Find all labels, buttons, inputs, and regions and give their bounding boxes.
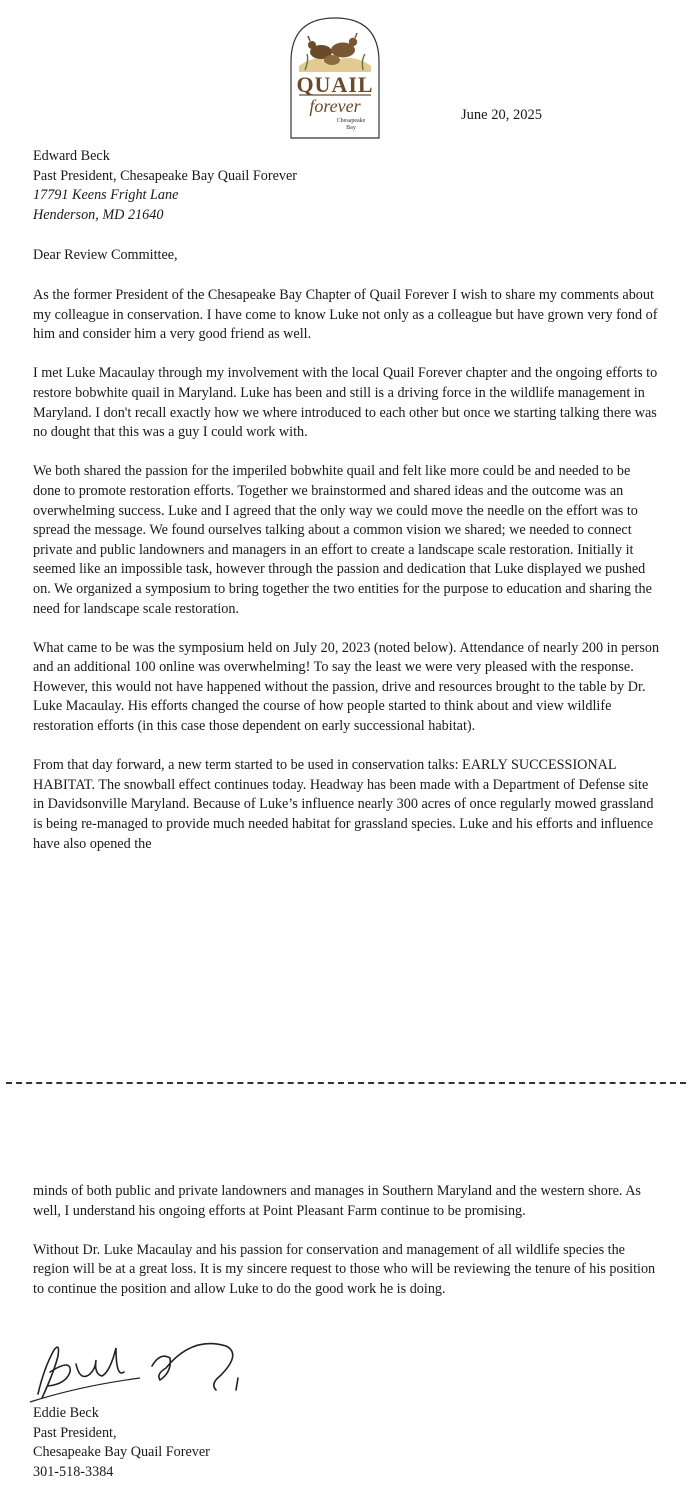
logo-wordmark-quail: QUAIL [296, 72, 374, 97]
closing-title: Past President, [33, 1424, 117, 1441]
quail-forever-logo [285, 14, 385, 140]
body-paragraph: We both shared the passion for the imperiled bobwhite quail and felt like more could be and needed to be done to promote restoration efforts. Together we brainstormed and shared ideas and the outcome was an overwhelming success. Luke and I agreed that the only way we could move the needle on the effort was to spread the message. We found ourselves talking about a common vision we shared; we needed to connect private and public landowners and managers in an effort to create a landscape scale restoration. Initially it seemed like an impossible task, however through the passion and dedication that Luke displayed we pushed on. We organized a symposium to bring together the two entities for the purpose to education and sharing the need for landscape scale restoration. [33, 463, 652, 617]
body-paragraph: Without Dr. Luke Macaulay and his passion for conservation and management of all wildlife species the region will be at a great loss. It is my sincere request to those who will be reviewing the tenure of his position to continue the position and allow Luke to do the good work he is doing. [33, 1241, 656, 1297]
closing-name: Eddie Beck [33, 1405, 99, 1421]
logo-chapter-name: Chesapeake [336, 118, 366, 124]
body-paragraph: I met Luke Macaulay through my involvement with the local Quail Forever chapter and the ongoing efforts to restore bobwhite quail in Maryland. Luke has been and still is a driving force in the wildlife management in Maryland. I don't recall exactly how we where introduced to each other but once we starting talking there was no dought that this was a guy I could work with. [33, 365, 658, 441]
body-paragraph: What came to be was the symposium held on July 20, 2023 (noted below). Attendance of nearly 200 in person and an additional 100 online was overwhelming! To say the least we were very pleased with the response. However, this would not have happened without the passion, drive and resources brought to the table by Dr. Luke Macaulay. His efforts changed the course of how people started to think about and view wildlife restoration efforts (in this case those dependent on early successional habitat). [33, 639, 660, 735]
page-break-divider [6, 1082, 686, 1084]
sender-name: Edward Beck [33, 148, 110, 164]
salutation: Dear Review Committee, [33, 247, 178, 263]
letter-date: June 20, 2025 [461, 107, 542, 123]
body-paragraph: From that day forward, a new term started to be used in conservation talks: EARLY SUCCESSIONAL HABITAT. The snowball effect continues today. Headway has been made with a Department of Defense site in Davidsonville Maryland. Because of Luke’s influence nearly 300 acres of once regularly mowed grassland is being re-managed to provide much needed habitat for grassland species. Luke and his efforts and influence have also opened the [33, 757, 654, 852]
closing-org: Chesapeake Bay Quail Forever [33, 1444, 210, 1460]
sender-address-block [33, 147, 297, 225]
closing-phone: 301-518-3384 [33, 1463, 114, 1480]
sender-title: Past President, Chesapeake Bay Quail Forever [33, 167, 297, 184]
body-paragraph: minds of both public and private landowners and manages in Southern Maryland and the western shore. As well, I understand his ongoing efforts at Point Pleasant Farm continue to be promising. [33, 1183, 641, 1219]
logo-chapter-bay: Bay [346, 125, 356, 131]
body-paragraph: As the former President of the Chesapeake Bay Chapter of Quail Forever I wish to share my comments about my colleague in conservation. I have come to know Luke not only as a colleague but have grown very fond of him and consider him a very good friend as well. [33, 287, 658, 343]
letter-body-page-1 [33, 286, 661, 874]
logo-wordmark-forever: forever [309, 96, 361, 116]
sender-city: Henderson, MD 21640 [33, 206, 164, 223]
letter-body-page-2 [33, 1182, 661, 1319]
sender-street: 17791 Keens Fright Lane [33, 187, 179, 204]
handwritten-signature [20, 1328, 260, 1408]
closing-signature-block [33, 1404, 210, 1482]
